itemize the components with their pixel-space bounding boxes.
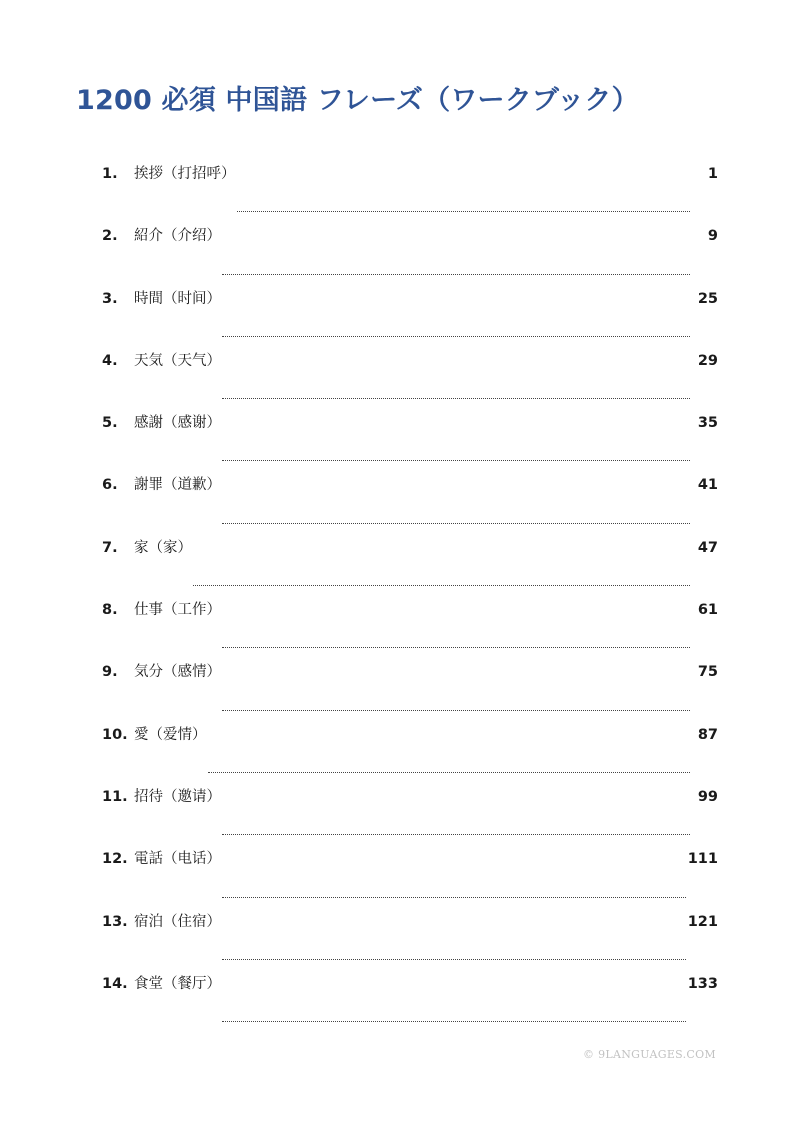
toc-dot-leader (222, 397, 690, 399)
toc-entry[interactable] (102, 473, 718, 535)
toc-dot-leader (222, 335, 690, 337)
toc-entry[interactable] (102, 723, 718, 785)
toc-dot-leader (193, 584, 690, 586)
toc-entry-number: 3. (102, 290, 118, 307)
toc-entry-page: 75 (697, 664, 718, 681)
toc-entry[interactable] (102, 224, 718, 286)
toc-dot-leader (222, 709, 690, 711)
page-title: 1200 必須 中国語 フレーズ（ワークブック） (76, 85, 639, 116)
toc-dot-leader (222, 522, 690, 524)
toc-dot-leader (208, 771, 691, 773)
toc-entry-title: 愛（爱情） (134, 726, 207, 743)
toc-entry-page: 111 (687, 851, 718, 868)
toc-entry-number: 8. (102, 602, 118, 619)
toc-entry-title: 謝罪（道歉） (134, 477, 221, 494)
toc-entry-title: 仕事（工作） (134, 602, 221, 619)
toc-entry-page: 29 (697, 352, 718, 369)
toc-entry-title: 時間（时间） (134, 290, 221, 307)
toc-entry-page: 87 (697, 726, 718, 743)
toc-entry-number: 7. (102, 539, 118, 556)
toc-entry-number: 10. (102, 726, 128, 743)
toc-entry[interactable] (102, 287, 718, 349)
table-of-contents (102, 162, 718, 1034)
toc-entry-title: 電話（电话） (134, 851, 221, 868)
toc-entry-title: 招待（邀请） (134, 788, 221, 805)
toc-entry-page: 61 (697, 602, 718, 619)
toc-entry-number: 2. (102, 228, 118, 245)
toc-entry[interactable] (102, 536, 718, 598)
toc-entry-number: 5. (102, 415, 118, 432)
toc-dot-leader (222, 273, 690, 275)
toc-entry-title: 紹介（介绍） (134, 228, 221, 245)
toc-dot-leader (222, 896, 686, 898)
toc-entry-title: 挨拶（打招呼） (134, 166, 236, 182)
toc-entry[interactable] (102, 785, 718, 847)
toc-entry-number: 4. (102, 352, 118, 369)
toc-dot-leader (222, 833, 690, 835)
toc-dot-leader (237, 210, 691, 212)
toc-entry-number: 11. (102, 788, 128, 805)
toc-entry[interactable] (102, 349, 718, 411)
toc-entry[interactable] (102, 972, 718, 1034)
toc-entry[interactable] (102, 598, 718, 660)
toc-entry-title: 天気（天气） (134, 352, 221, 369)
toc-dot-leader (222, 459, 690, 461)
toc-entry[interactable] (102, 660, 718, 722)
toc-entry-page: 1 (707, 166, 718, 182)
toc-entry-page: 25 (697, 290, 718, 307)
toc-entry-title: 家（家） (134, 539, 192, 556)
toc-entry-page: 9 (707, 228, 718, 245)
toc-entry-number: 6. (102, 477, 118, 494)
toc-dot-leader (222, 646, 690, 648)
toc-entry[interactable] (102, 162, 718, 224)
toc-entry-number: 1. (102, 166, 118, 182)
toc-entry-page: 133 (687, 975, 718, 992)
toc-entry-title: 気分（感情） (134, 664, 221, 681)
toc-entry-page: 99 (697, 788, 718, 805)
toc-entry[interactable] (102, 411, 718, 473)
toc-entry-title: 宿泊（住宿） (134, 913, 221, 930)
toc-entry-page: 35 (697, 415, 718, 432)
toc-entry-title: 食堂（餐厅） (134, 975, 221, 992)
copyright-footer: © 9LANGUAGES.COM (583, 1048, 716, 1061)
toc-dot-leader (222, 958, 686, 960)
toc-entry-page: 121 (687, 913, 718, 930)
toc-entry-number: 13. (102, 913, 128, 930)
toc-entry[interactable] (102, 847, 718, 909)
toc-entry[interactable] (102, 910, 718, 972)
toc-entry-page: 41 (697, 477, 718, 494)
toc-entry-number: 9. (102, 664, 118, 681)
toc-entry-title: 感謝（感谢） (134, 415, 221, 432)
toc-entry-number: 12. (102, 851, 128, 868)
toc-dot-leader (222, 1020, 686, 1022)
toc-entry-number: 14. (102, 975, 128, 992)
toc-entry-page: 47 (697, 539, 718, 556)
